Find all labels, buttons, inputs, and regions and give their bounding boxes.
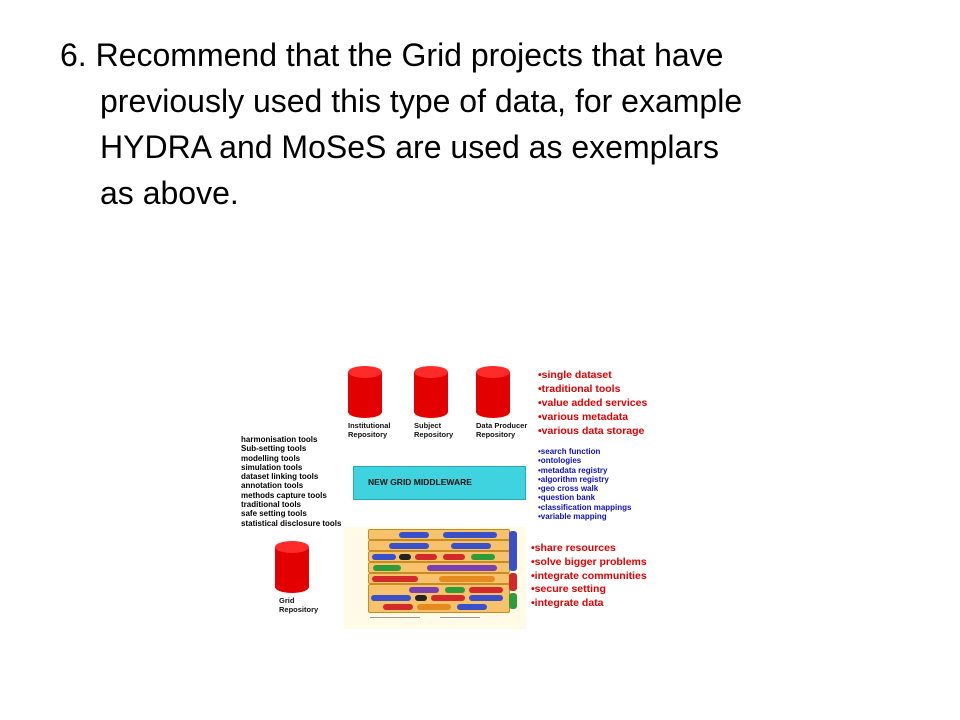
list-item: •geo cross walk [538, 484, 599, 494]
tools-list [241, 435, 341, 528]
slide-heading [60, 32, 900, 216]
list-item: •metadata registry [538, 465, 608, 475]
list-item: •algorithm registry [538, 474, 609, 484]
list-item: •various metadata [538, 411, 629, 423]
tool-item: statistical disclosure tools [241, 518, 342, 528]
heading-line-3: HYDRA and MoSeS are used as exemplars [100, 129, 719, 165]
repository-features-list [538, 368, 647, 438]
diagram-layer [368, 562, 510, 573]
diagram-layer [368, 529, 510, 540]
diagram-layer [368, 573, 510, 584]
list-item: •single dataset [538, 369, 612, 381]
tool-item: traditional tools [241, 500, 301, 510]
diagram-layer [368, 551, 510, 562]
list-item: •integrate communities [531, 569, 647, 582]
list-item: •ontologies [538, 456, 582, 466]
heading-line-1: 6. Recommend that the Grid projects that have [60, 37, 724, 73]
list-item: •search function [538, 447, 601, 456]
heading-line-4: as above. [100, 175, 239, 211]
grid-repository-cylinder-icon [275, 541, 309, 593]
diagram-layer-labels [344, 527, 368, 629]
diagram-legend [440, 617, 480, 624]
list-item: •share resources [531, 542, 616, 554]
list-item: •traditional tools [538, 383, 621, 395]
subject-repository-cylinder-icon [414, 366, 448, 418]
tool-item: Sub-setting tools [241, 444, 307, 454]
list-item: •value added services [538, 397, 648, 409]
tool-item: annotation tools [241, 481, 304, 491]
diagram-vertical-bar [509, 531, 517, 571]
list-item: •variable mapping [538, 512, 607, 522]
diagram-legend [370, 617, 420, 628]
list-item: •various data storage [538, 425, 645, 437]
tool-item: modelling tools [241, 453, 301, 463]
data-producer-repository-label: Data Producer Repository [476, 421, 528, 439]
list-item: •integrate data [531, 597, 604, 610]
institutional-repository-label: Institutional Repository [348, 421, 391, 439]
data-producer-repository-cylinder-icon [476, 366, 510, 418]
diagram-layer [368, 584, 510, 613]
list-item: •question bank [538, 493, 596, 503]
tool-item: methods capture tools [241, 490, 327, 500]
subject-repository-label: Subject Repository [414, 421, 454, 439]
heading-line-2: previously used this type of data, for example [100, 83, 743, 119]
grid-benefits-list [531, 542, 647, 611]
list-item: •solve bigger problems [531, 555, 647, 568]
grid-repository-label: Grid Repository [279, 596, 319, 614]
tool-item: simulation tools [241, 462, 303, 472]
list-item: •secure setting [531, 583, 606, 596]
grid-architecture-diagram [344, 527, 526, 629]
middleware-label: NEW GRID MIDDLEWARE [368, 477, 472, 487]
diagram-vertical-bar [509, 573, 517, 591]
tool-item: harmonisation tools [241, 435, 318, 444]
middleware-features-list [538, 447, 632, 521]
diagram-layer [368, 540, 510, 551]
institutional-repository-cylinder-icon [348, 366, 382, 418]
tool-item: safe setting tools [241, 509, 307, 519]
list-item: •classification mappings [538, 502, 632, 512]
new-grid-middleware-box [353, 466, 526, 500]
tool-item: dataset linking tools [241, 472, 319, 482]
diagram-vertical-bar [509, 593, 517, 609]
